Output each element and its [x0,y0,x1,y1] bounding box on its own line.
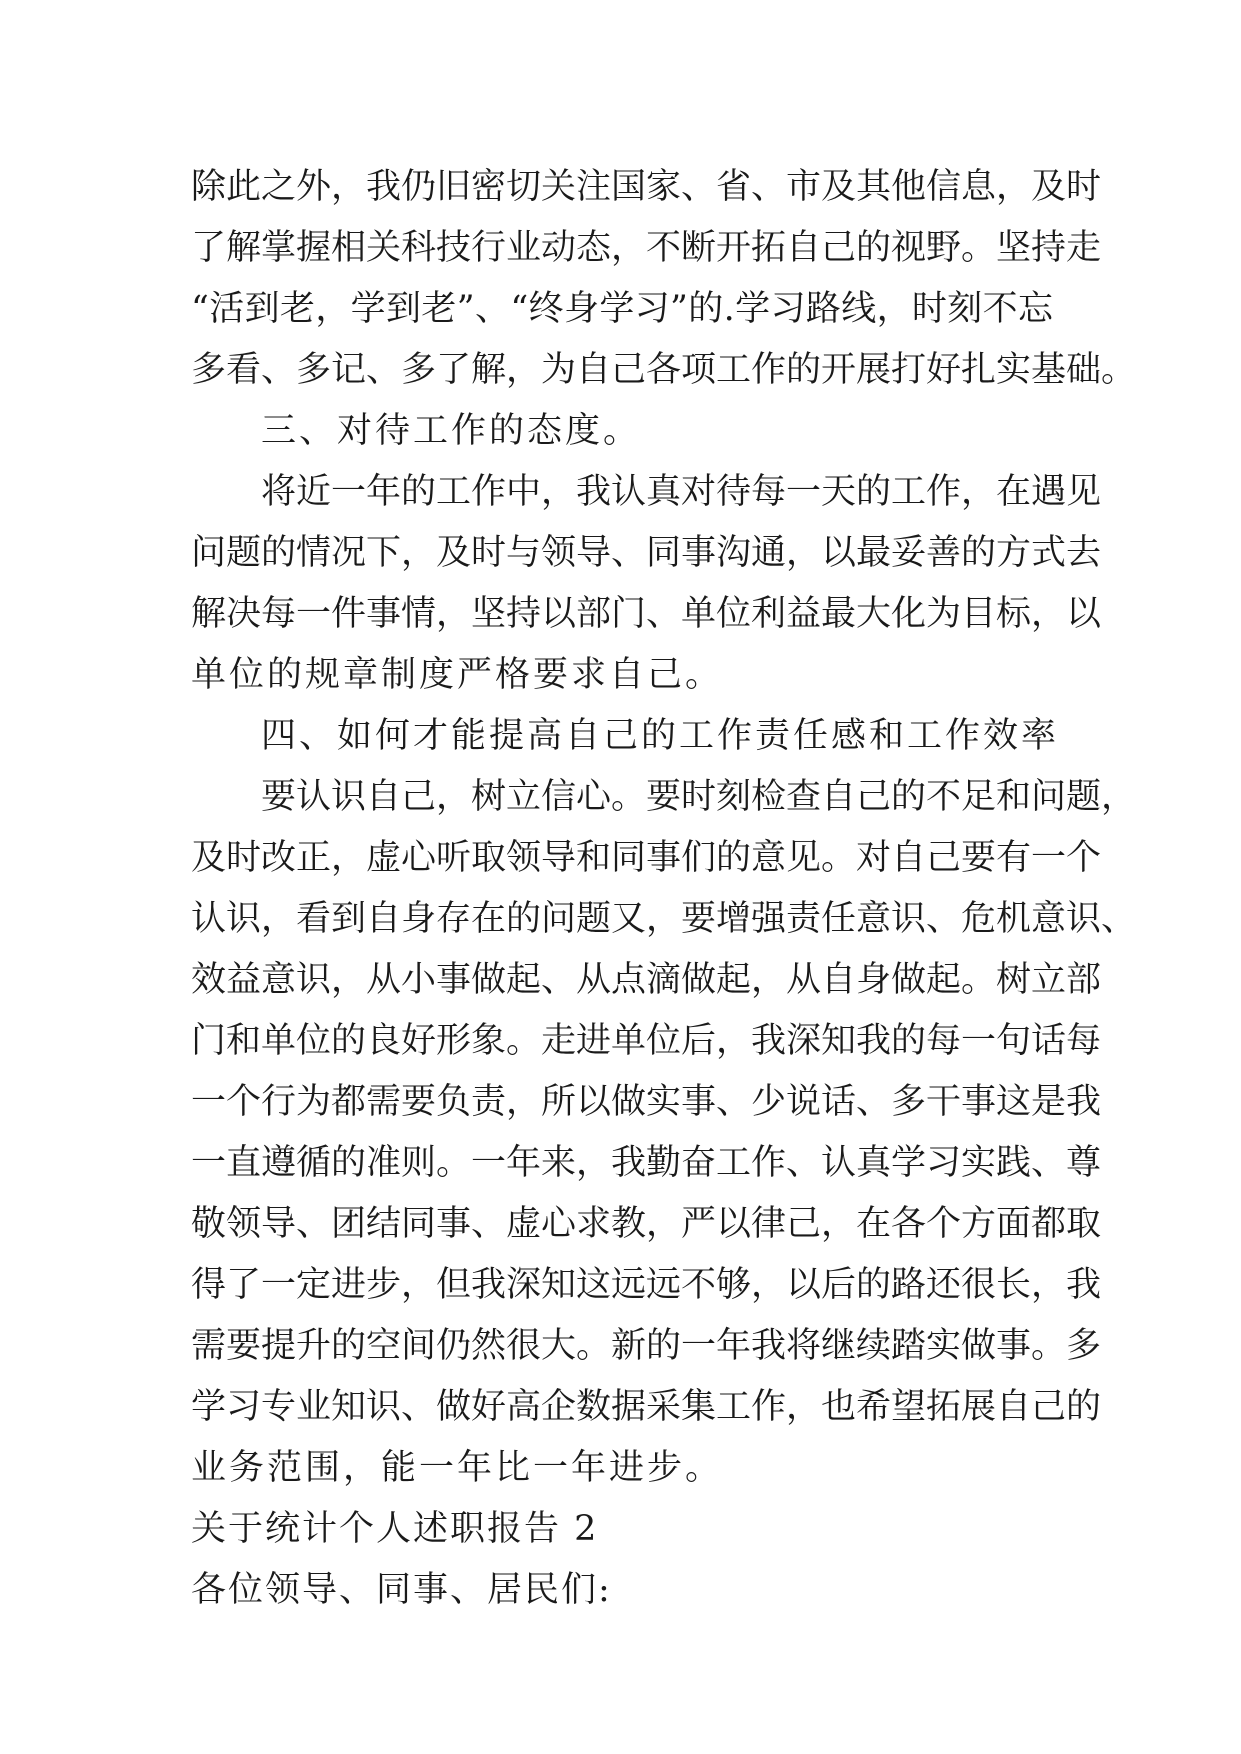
paragraph-line: 将近一年的工作中，我认真对待每一天的工作，在遇见 [261,472,1102,512]
paragraph-line: 解决每一件事情，坚持以部门、单位利益最大化为目标，以 [191,594,1102,634]
paragraph-line: 多看、多记、多了解，为自己各项工作的开展打好扎实基础。 [191,350,1137,390]
paragraph-line: 问题的情况下，及时与领导、同事沟通，以最妥善的方式去 [191,533,1102,573]
paragraph-line: 需要提升的空间仍然很大。新的一年我将继续踏实做事。多 [191,1326,1102,1366]
paragraph-line: 一个行为都需要负责，所以做实事、少说话、多干事这是我 [191,1082,1102,1122]
paragraph-line: 要认识自己，树立信心。要时刻检查自己的不足和问题， [261,777,1137,817]
paragraph-line: 了解掌握相关科技行业动态，不断开拓自己的视野。坚持走 [191,228,1102,268]
paragraph-line: 效益意识，从小事做起、从点滴做起，从自身做起。树立部 [191,960,1102,1000]
paragraph-line: 业务范围，能一年比一年进步。 [191,1448,724,1488]
section-heading: 三、对待工作的态度。 [261,411,642,451]
paragraph-line: 及时改正，虚心听取领导和同事们的意见。对自己要有一个 [191,838,1102,878]
salutation: 各位领导、同事、居民们: [191,1570,612,1610]
document-body [191,157,1137,1621]
paragraph-line: 除此之外，我仍旧密切关注国家、省、市及其他信息，及时 [191,167,1102,207]
paragraph-line: 认识，看到自身存在的问题又，要增强责任意识、危机意识、 [191,899,1137,939]
paragraph-line: 一直遵循的准则。一年来，我勤奋工作、认真学习实践、尊 [191,1143,1102,1183]
paragraph-line: 单位的规章制度严格要求自己。 [191,655,724,695]
report-title: 关于统计个人述职报告 2 [191,1509,599,1549]
paragraph-line: “活到老，学到老”、“终身学习”的.学习路线，时刻不忘 [191,289,1053,329]
section-heading: 四、如何才能提高自己的工作责任感和工作效率 [261,716,1060,756]
paragraph-line: 门和单位的良好形象。走进单位后，我深知我的每一句话每 [191,1021,1102,1061]
paragraph-line: 得了一定进步，但我深知这远远不够，以后的路还很长，我 [191,1265,1102,1305]
paragraph-line: 敬领导、团结同事、虚心求教，严以律己，在各个方面都取 [191,1204,1102,1244]
paragraph-line: 学习专业知识、做好高企数据采集工作，也希望拓展自己的 [191,1387,1102,1427]
